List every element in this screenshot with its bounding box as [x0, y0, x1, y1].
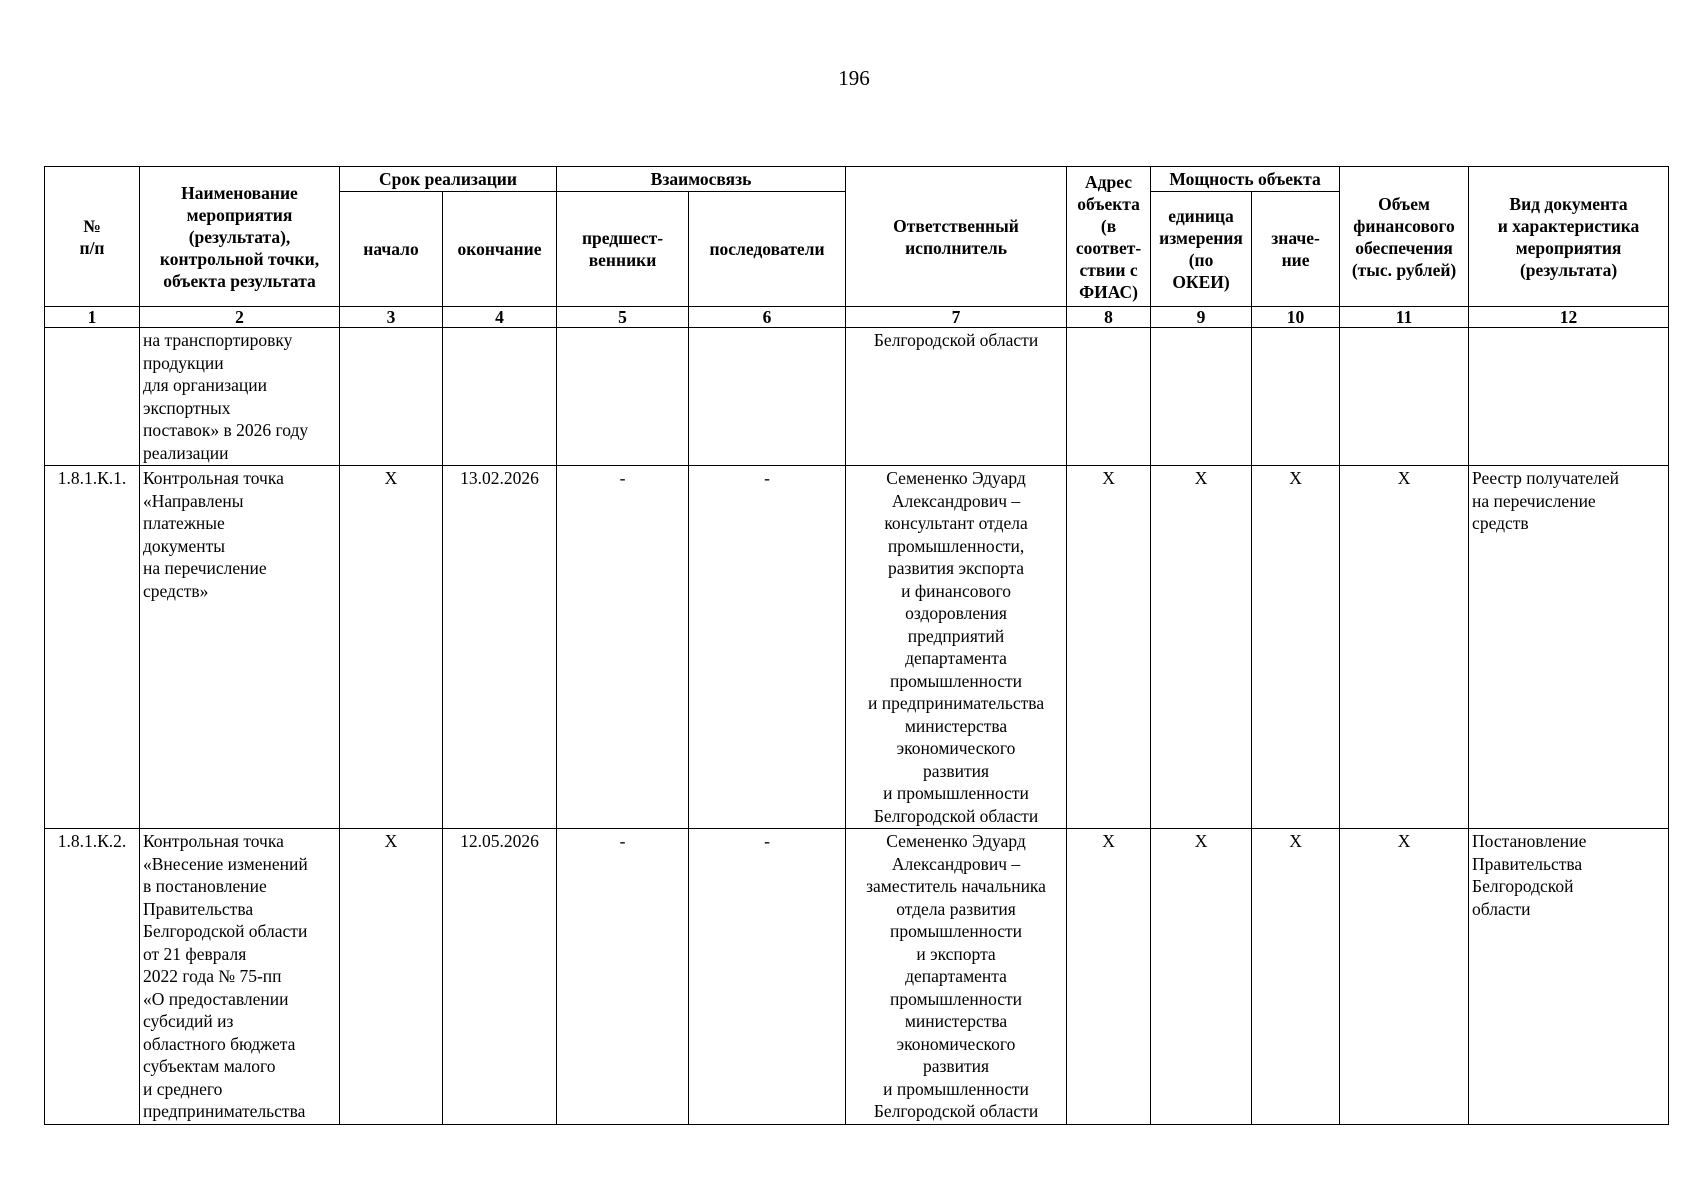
header-document: Вид документа и характеристика мероприятия (результата)	[1469, 167, 1669, 307]
row-address: X	[1067, 466, 1151, 829]
row-name: Контрольная точка «Внесение изменений в постановление Правительства Белгородской области от 21 февраля 2022 года № 75-пп «О предоставлении субсидий из областного бюджета субъектам малого и среднего предпринимательства	[140, 829, 340, 1125]
column-number: 4	[443, 307, 557, 328]
page-number: 196	[838, 66, 870, 90]
header-link-group: Взаимосвязь	[557, 167, 846, 192]
row-number: 1.8.1.К.2.	[45, 829, 140, 1125]
row-unit	[1151, 328, 1252, 466]
row-document: Постановление Правительства Белгородской области	[1469, 829, 1669, 1125]
row-unit: X	[1151, 829, 1252, 1125]
row-responsible: Семененко Эдуард Александрович – консультант отдела промышленности, развития экспорта и финансового оздоровления предприятий департамента промышленности и предпринимательства министерства экономического развития и промышленности Белгородской области	[846, 466, 1067, 829]
column-number: 10	[1252, 307, 1340, 328]
column-number: 3	[340, 307, 443, 328]
row-name: Контрольная точка «Направлены платежные документы на перечисление средств»	[140, 466, 340, 829]
row-predecessors: -	[557, 466, 689, 829]
header-responsible: Ответственный исполнитель	[846, 167, 1067, 307]
row-address: X	[1067, 829, 1151, 1125]
row-successors: -	[689, 466, 846, 829]
row-value: X	[1252, 829, 1340, 1125]
row-number	[45, 328, 140, 466]
row-document	[1469, 328, 1669, 466]
table-row	[45, 466, 1669, 829]
column-number-row	[45, 307, 1669, 328]
header-term-group: Срок реализации	[340, 167, 557, 192]
header-start: начало	[340, 192, 443, 307]
header-finance: Объем финансового обеспечения (тыс. рублей)	[1340, 167, 1469, 307]
row-number: 1.8.1.К.1.	[45, 466, 140, 829]
column-number: 11	[1340, 307, 1469, 328]
column-number: 2	[140, 307, 340, 328]
row-unit: X	[1151, 466, 1252, 829]
row-value: X	[1252, 466, 1340, 829]
row-address	[1067, 328, 1151, 466]
row-end	[443, 328, 557, 466]
header-predecessors: предшест- венники	[557, 192, 689, 307]
row-finance: X	[1340, 466, 1469, 829]
column-number: 5	[557, 307, 689, 328]
row-finance: X	[1340, 829, 1469, 1125]
header-address: Адрес объекта (в соответ- ствии с ФИАС)	[1067, 167, 1151, 307]
row-name: на транспортировку продукции для организации экспортных поставок» в 2026 году реализации	[140, 328, 340, 466]
column-number: 8	[1067, 307, 1151, 328]
column-number: 6	[689, 307, 846, 328]
header-capacity-group: Мощность объекта	[1151, 167, 1340, 192]
row-responsible: Семененко Эдуард Александрович – заместитель начальника отдела развития промышленности и экспорта департамента промышленности министерства экономического развития и промышленности Белгородской области	[846, 829, 1067, 1125]
row-finance	[1340, 328, 1469, 466]
header-value: значе- ние	[1252, 192, 1340, 307]
header-end: окончание	[443, 192, 557, 307]
row-predecessors: -	[557, 829, 689, 1125]
row-end: 12.05.2026	[443, 829, 557, 1125]
row-responsible: Белгородской области	[846, 328, 1067, 466]
table-row	[45, 328, 1669, 466]
plan-table	[44, 166, 1669, 1125]
row-start: X	[340, 829, 443, 1125]
row-successors: -	[689, 829, 846, 1125]
header-number: № п/п	[45, 167, 140, 307]
row-start: X	[340, 466, 443, 829]
table-row	[45, 829, 1669, 1125]
header-name: Наименование мероприятия (результата), контрольной точки, объекта результата	[140, 167, 340, 307]
header-successors: последователи	[689, 192, 846, 307]
header-unit: единица измерения (по ОКЕИ)	[1151, 192, 1252, 307]
column-number: 12	[1469, 307, 1669, 328]
column-number: 9	[1151, 307, 1252, 328]
column-number: 7	[846, 307, 1067, 328]
row-end: 13.02.2026	[443, 466, 557, 829]
row-value	[1252, 328, 1340, 466]
column-number: 1	[45, 307, 140, 328]
row-start	[340, 328, 443, 466]
row-predecessors	[557, 328, 689, 466]
row-successors	[689, 328, 846, 466]
header-row-1	[45, 167, 1669, 192]
row-document: Реестр получателей на перечисление средств	[1469, 466, 1669, 829]
